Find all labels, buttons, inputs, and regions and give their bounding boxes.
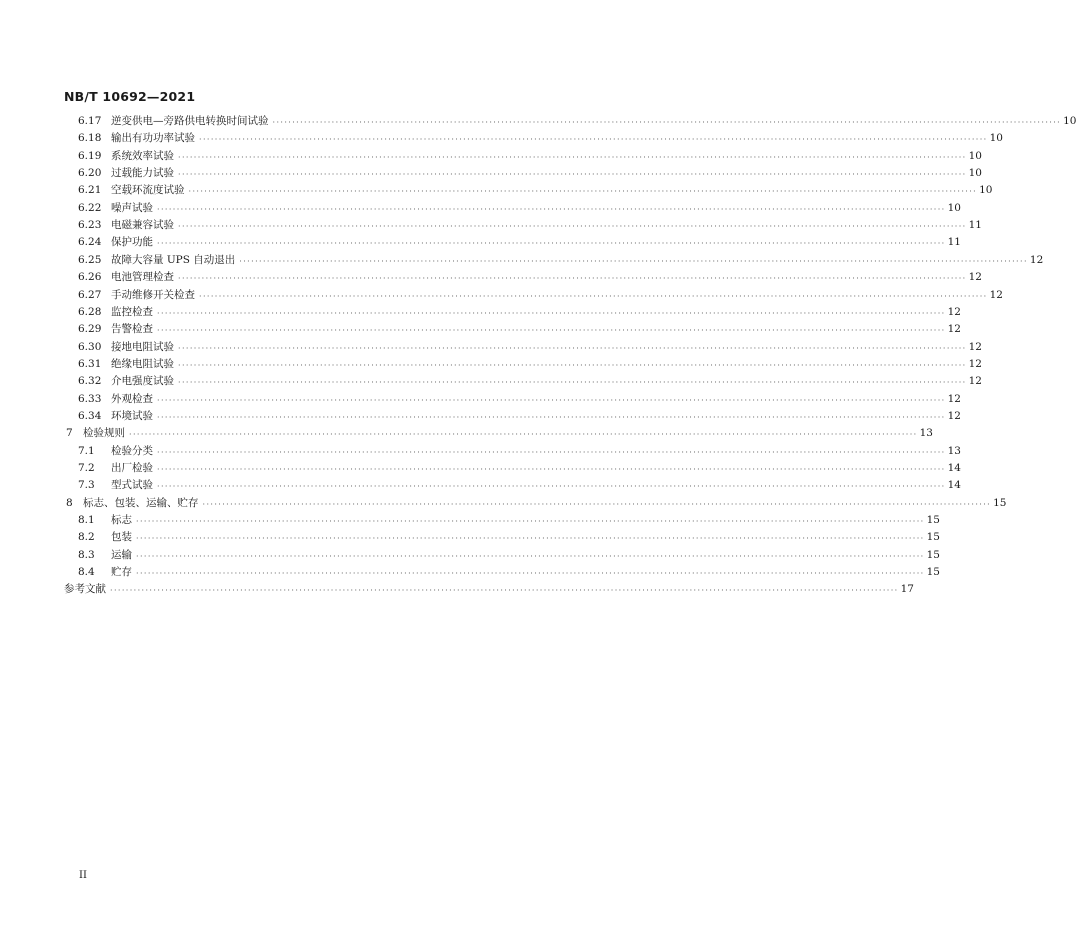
toc-entry-page: 12 xyxy=(968,375,982,388)
toc-leader-dots: ········································································································································································································ xyxy=(157,395,946,405)
toc-leader-dots: ········································································································································································································ xyxy=(178,360,967,370)
toc-entry-title: 过载能力试验 xyxy=(111,167,174,180)
toc-leader-dots: ········································································································································································································ xyxy=(178,274,967,284)
toc-leader-dots: ········································································································································································································ xyxy=(157,239,946,249)
toc-entry-title: 系统效率试验 xyxy=(111,149,174,162)
toc-entry-number: 6.29 xyxy=(78,323,102,336)
toc-entry-page: 10 xyxy=(968,167,982,180)
toc-entry-title: 逆变供电—旁路供电转换时间试验 xyxy=(111,115,269,127)
toc-entry[interactable] xyxy=(78,165,982,181)
toc-entry-title: 型式试验 xyxy=(111,479,153,492)
toc-leader-dots: ········································································································································································································ xyxy=(178,378,967,388)
toc-entry[interactable] xyxy=(78,339,982,355)
toc-entry-number: 6.21 xyxy=(78,184,102,197)
toc-leader-dots: ········································································································································································································ xyxy=(157,326,946,336)
toc-leader-dots: ········································································································································································································ xyxy=(136,517,925,527)
toc-leader-dots: ········································································································································································································ xyxy=(157,447,946,457)
toc-entry-page: 12 xyxy=(1029,253,1044,266)
toc-entry-title: 检验规则 xyxy=(83,427,125,440)
toc-entry-number: 6.23 xyxy=(78,219,102,232)
toc-entry-title: 噪声试验 xyxy=(111,201,153,214)
toc-entry-title: 贮存 xyxy=(111,566,132,579)
toc-leader-dots: ········································································································································································································ xyxy=(157,482,946,492)
toc-leader-dots: ········································································································································································································ xyxy=(239,256,1028,266)
toc-entry-page: 10 xyxy=(1063,115,1076,127)
toc-entry[interactable] xyxy=(78,269,982,285)
toc-entry-page: 17 xyxy=(900,583,914,596)
toc-entry-title: 电磁兼容试验 xyxy=(111,219,174,232)
toc-entry-number: 6.28 xyxy=(78,305,102,318)
toc-entry-number: 6.33 xyxy=(78,392,102,405)
toc-entry-title: 运输 xyxy=(111,548,132,561)
toc-entry-number: 7.1 xyxy=(78,444,95,457)
toc-entry[interactable] xyxy=(78,113,1076,129)
toc-entry-title: 故障大容量 UPS 自动退出 xyxy=(111,253,236,266)
toc-entry[interactable] xyxy=(78,200,961,216)
toc-entry-number: 6.27 xyxy=(78,288,102,301)
standard-number: NB/T 10692—2021 xyxy=(64,89,196,104)
toc-entry-title: 环境试验 xyxy=(111,409,153,422)
toc-entry-number: 7.3 xyxy=(78,479,95,492)
toc-entry-page: 12 xyxy=(947,409,961,422)
toc-leader-dots: ········································································································································································································ xyxy=(157,412,946,422)
toc-entry[interactable] xyxy=(78,304,961,320)
toc-entry[interactable] xyxy=(66,425,933,441)
toc-leader-dots: ········································································································································································································ xyxy=(157,465,946,474)
toc-entry[interactable] xyxy=(78,460,961,476)
toc-entry-title: 监控检查 xyxy=(111,305,153,318)
toc-entry[interactable] xyxy=(78,391,961,407)
toc-entry-number: 6.18 xyxy=(78,132,102,145)
toc-leader-dots: ········································································································································································································ xyxy=(199,135,988,145)
toc-entry-page: 15 xyxy=(926,531,940,544)
toc-leader-dots: ········································································································································································································ xyxy=(178,343,967,353)
toc-entry[interactable] xyxy=(78,564,940,580)
toc-entry-title: 介电强度试验 xyxy=(111,375,174,388)
toc-leader-dots: ········································································································································································································ xyxy=(178,170,967,180)
toc-entry-page: 12 xyxy=(947,305,961,318)
toc-entry-number: 6.22 xyxy=(78,201,102,214)
toc-leader-dots: ········································································································································································································ xyxy=(110,586,899,596)
toc-entry-page: 10 xyxy=(947,201,961,214)
toc-leader-dots: ········································································································································································································ xyxy=(202,499,992,509)
toc-entry-title: 手动维修开关检查 xyxy=(111,288,195,301)
toc-leader-dots: ········································································································································································································ xyxy=(136,569,925,579)
toc-entry-title: 外观检查 xyxy=(111,392,153,405)
toc-entry-number: 6.25 xyxy=(78,253,102,266)
toc-entry-number: 8 xyxy=(66,496,73,509)
toc-entry[interactable] xyxy=(78,287,1003,303)
toc-entry-title: 绝缘电阻试验 xyxy=(111,357,174,370)
toc-entry-number: 8.3 xyxy=(78,548,95,561)
toc-entry-title: 输出有功功率试验 xyxy=(111,132,195,145)
toc-entry-page: 10 xyxy=(989,132,1003,145)
toc-entry-page: 12 xyxy=(947,392,961,405)
toc-entry-number: 6.32 xyxy=(78,375,102,388)
toc-entry-page: 15 xyxy=(926,566,940,579)
toc-entry-page: 15 xyxy=(926,548,940,561)
toc-leader-dots: ········································································································································································································ xyxy=(157,204,946,214)
toc-entry-title: 告警检查 xyxy=(111,323,153,336)
toc-entry-page: 11 xyxy=(968,219,982,232)
toc-entry[interactable] xyxy=(78,252,1044,268)
toc-leader-dots: ········································································································································································································ xyxy=(178,222,967,232)
toc-entry-title: 检验分类 xyxy=(111,444,153,457)
toc-entry[interactable] xyxy=(78,217,982,233)
toc-entry-page: 12 xyxy=(989,288,1003,301)
toc-entry-number: 6.31 xyxy=(78,357,102,370)
toc-entry-title: 保护功能 xyxy=(111,236,153,249)
toc-entry[interactable] xyxy=(78,321,961,337)
toc-entry-title: 空载环流度试验 xyxy=(111,184,185,197)
toc-entry[interactable] xyxy=(78,477,961,493)
toc-entry-title: 标志 xyxy=(111,514,132,527)
toc-entry-number: 6.26 xyxy=(78,271,102,284)
toc-entry-page: 12 xyxy=(968,340,982,353)
toc-leader-dots: ········································································································································································································ xyxy=(272,118,1062,127)
toc-entry[interactable] xyxy=(78,148,982,164)
toc-entry-title: 接地电阻试验 xyxy=(111,340,174,353)
toc-entry[interactable] xyxy=(64,581,914,597)
toc-entry-page: 13 xyxy=(919,427,933,440)
toc-entry-number: 8.2 xyxy=(78,531,95,544)
toc-entry-page: 14 xyxy=(947,462,961,474)
toc-leader-dots: ········································································································································································································ xyxy=(129,430,918,440)
toc-entry-number: 6.24 xyxy=(78,236,102,249)
toc-entry[interactable] xyxy=(78,182,993,198)
toc-entry-page: 14 xyxy=(947,479,961,492)
toc-entry-number: 6.19 xyxy=(78,149,102,162)
page-number: II xyxy=(79,870,87,881)
toc-entry-number: 6.17 xyxy=(78,115,102,127)
toc-entry[interactable] xyxy=(78,512,940,528)
toc-entry-number: 6.30 xyxy=(78,340,102,353)
toc-entry-title: 包装 xyxy=(111,531,132,544)
toc-entry[interactable] xyxy=(78,373,982,389)
toc-entry[interactable] xyxy=(66,495,1007,511)
toc-leader-dots: ········································································································································································································ xyxy=(178,152,967,162)
toc-leader-dots: ········································································································································································································ xyxy=(188,187,978,197)
toc-entry[interactable] xyxy=(78,529,940,545)
toc-entry-title: 出厂检验 xyxy=(111,462,153,474)
toc-entry-number: 7.2 xyxy=(78,462,95,474)
toc-entry[interactable] xyxy=(78,408,961,424)
toc-entry[interactable] xyxy=(78,130,1003,146)
toc-leader-dots: ········································································································································································································ xyxy=(199,291,988,301)
toc-entry-page: 10 xyxy=(979,184,993,197)
toc-leader-dots: ········································································································································································································ xyxy=(136,551,925,561)
toc-leader-dots: ········································································································································································································ xyxy=(157,308,946,318)
toc-leader-dots: ········································································································································································································ xyxy=(136,534,925,544)
toc-entry[interactable] xyxy=(78,356,982,372)
toc-entry-page: 15 xyxy=(926,514,940,527)
toc-entry-number: 6.20 xyxy=(78,167,102,180)
toc-entry-page: 13 xyxy=(947,444,961,457)
toc-entry-title: 标志、包装、运输、贮存 xyxy=(83,496,199,509)
toc-entry-number: 8.4 xyxy=(78,566,95,579)
toc-entry-page: 10 xyxy=(968,149,982,162)
toc-entry-number: 8.1 xyxy=(78,514,95,527)
toc-entry-number: 7 xyxy=(66,427,73,440)
toc-entry-page: 12 xyxy=(968,271,982,284)
toc-entry[interactable] xyxy=(78,234,961,250)
toc-entry[interactable] xyxy=(78,443,961,459)
toc-entry-title: 电池管理检查 xyxy=(111,271,174,284)
toc-entry[interactable] xyxy=(78,547,940,563)
toc-entry-page: 15 xyxy=(993,496,1007,509)
toc-entry-page: 11 xyxy=(947,236,961,249)
toc-entry-page: 12 xyxy=(968,357,982,370)
toc-entry-page: 12 xyxy=(947,323,961,336)
toc-entry-number: 6.34 xyxy=(78,409,102,422)
toc-entry-title: 参考文献 xyxy=(64,583,106,596)
